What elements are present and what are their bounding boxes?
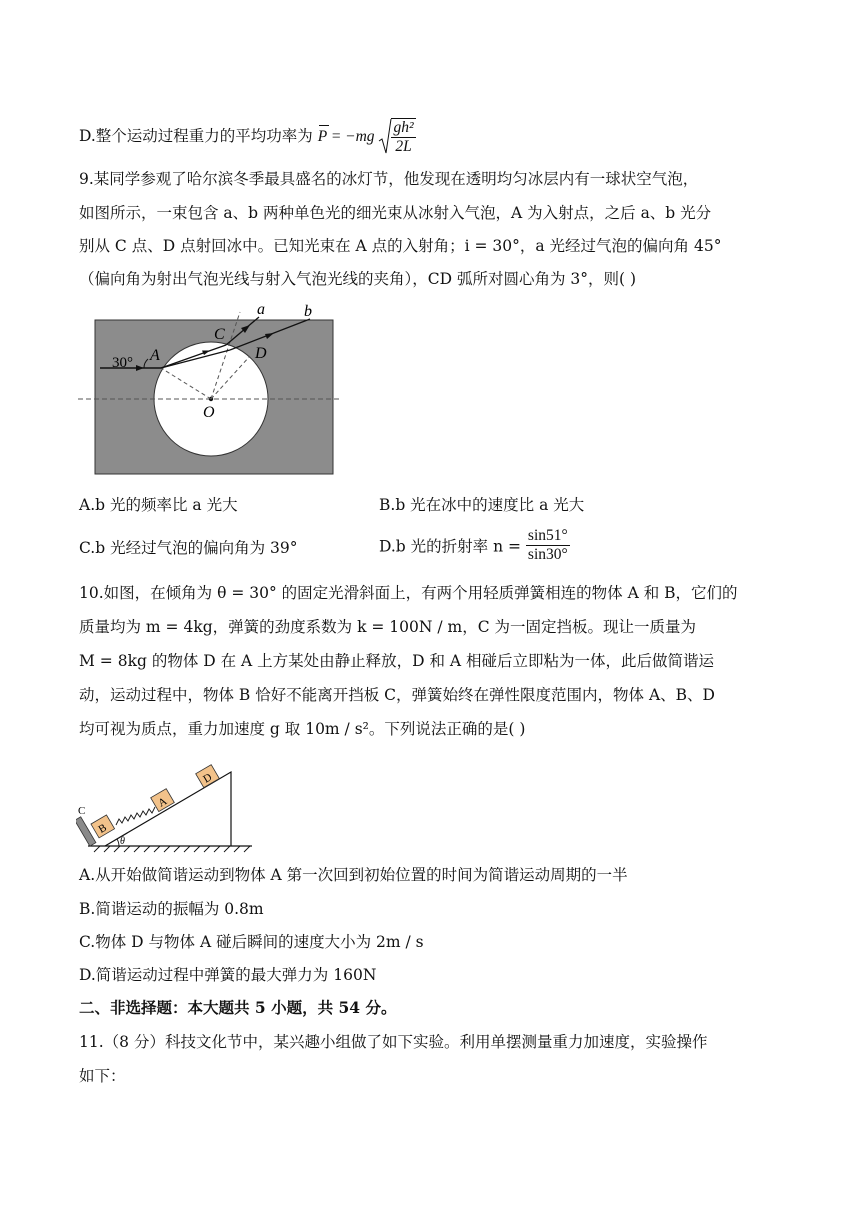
q8-sqrt xyxy=(378,117,415,157)
q11-line-2: 如下： xyxy=(79,1067,126,1085)
q10-line-2: 质量均为 m = 4kg，弹簧的劲度系数为 k = 100N / m，C 为一固定挡板。现让一质量为 xyxy=(79,618,697,636)
q9-option-c: C.b 光经过气泡的偏向角为 39° xyxy=(79,539,298,557)
block-d xyxy=(196,765,220,788)
label-stopper-c: C xyxy=(78,805,86,817)
q10-option-d: D.简谐运动过程中弹簧的最大弹力为 160N xyxy=(79,966,377,984)
theta-arc xyxy=(117,839,119,846)
q11-line-1: 11.（8 分）科技文化节中，某兴趣小组做了如下实验。利用单摆测量重力加速度，实验操作 xyxy=(79,1033,708,1051)
q10-option-c: C.物体 D 与物体 A 碰后瞬间的速度大小为 2m / s xyxy=(79,933,424,951)
q10-option-a: A.从开始做简谐运动到物体 A 第一次回到初始位置的时间为简谐运动周期的一半 xyxy=(79,866,628,884)
q9-option-d xyxy=(379,527,570,564)
label-d-point: D xyxy=(255,345,267,362)
angle-label: 30° xyxy=(112,355,133,371)
q10-incline-figure xyxy=(76,758,256,854)
q9-line-3: 别从 C 点、D 点射回冰中。已知光束在 A 点的入射角；i = 30°，a 光经过气泡的偏向角 45° xyxy=(79,237,722,255)
q10-line-4: 动，运动过程中，物体 B 恰好不能离开挡板 C，弹簧始终在弹性限度范围内，物体 A、B、D xyxy=(79,686,715,704)
label-a-point: A xyxy=(150,347,160,364)
label-ray-b: b xyxy=(304,303,312,320)
q10-line-1: 10.如图，在倾角为 θ = 30° 的固定光滑斜面上，有两个用轻质弹簧相连的物体 A 和 B，它们的 xyxy=(79,584,738,602)
svg-text:D: D xyxy=(201,771,215,786)
q9-option-a: A.b 光的频率比 a 光大 xyxy=(79,496,238,514)
q8-option-d xyxy=(79,117,416,157)
block-b xyxy=(91,815,115,838)
q8-fraction: $\frac{\text{gh²}}{2L}$ xyxy=(393,119,414,155)
q8-formula-lhs: P = −mg xyxy=(318,128,379,145)
q8-option-d-prefix: D.整个运动过程重力的平均功率为 xyxy=(79,127,313,145)
label-o-point: O xyxy=(203,404,215,421)
q9-option-b: B.b 光在冰中的速度比 a 光大 xyxy=(379,496,585,514)
q9-line-4: （偏向角为射出气泡光线与射入气泡光线的夹角），CD 弧所对圆心角为 3°，则( ) xyxy=(79,270,637,288)
label-theta: θ xyxy=(120,836,125,847)
spring xyxy=(116,807,155,825)
q10-option-b: B.简谐运动的振幅为 0.8m xyxy=(79,900,264,918)
sqrt-sign-icon xyxy=(378,117,392,157)
ground-hatching xyxy=(94,846,250,852)
svg-text:A: A xyxy=(156,795,170,810)
q10-line-5: 均可视为质点，重力加速度 g 取 10m / s²。下列说法正确的是( ) xyxy=(79,720,526,738)
svg-text:B: B xyxy=(96,821,109,836)
q9-bubble-figure xyxy=(78,298,340,480)
q9-option-d-fraction: $\frac{\sin 51^\circ}{\sin 30^\circ}$ xyxy=(527,527,568,563)
stopper-c xyxy=(76,817,96,846)
label-ray-a: a xyxy=(257,301,265,318)
q9-line-1: 9.某同学参观了哈尔滨冬季最具盛名的冰灯节，他发现在透明均匀冰层内有一球状空气泡， xyxy=(79,170,699,188)
q9-option-d-prefix: D.b 光的折射率 n = xyxy=(379,537,521,556)
section-two-heading: 二、非选择题：本大题共 5 小题，共 54 分。 xyxy=(79,998,397,1017)
q10-line-3: M = 8kg 的物体 D 在 A 上方某处由静止释放，D 和 A 相碰后立即粘为一体，此后做简谐运 xyxy=(79,652,715,670)
q9-line-2: 如图所示，一束包含 a、b 两种单色光的细光束从冰射入气泡，A 为入射点，之后 a、b 光分 xyxy=(79,204,712,222)
label-c-point: C xyxy=(214,326,225,343)
